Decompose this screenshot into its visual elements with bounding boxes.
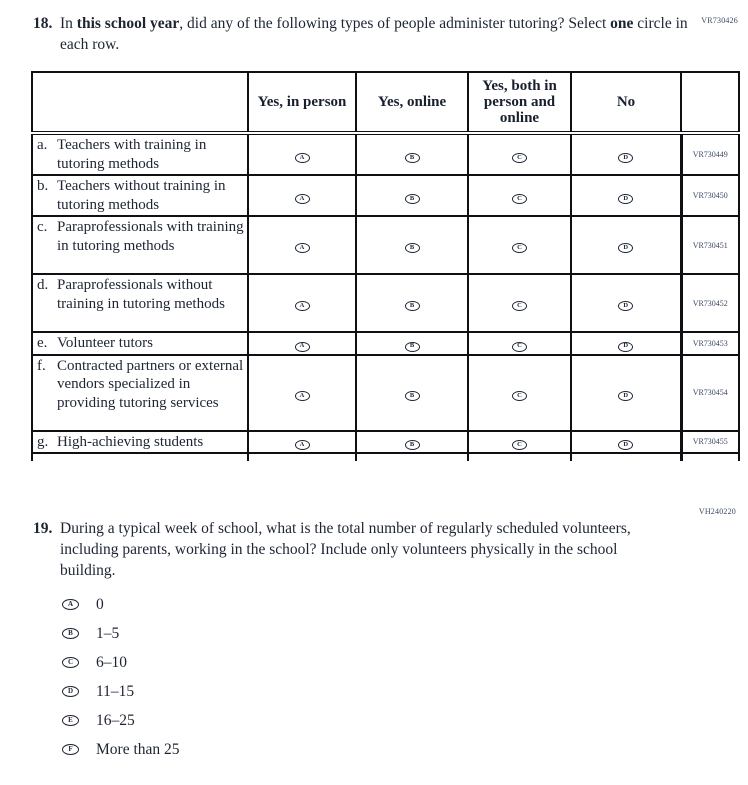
option-circle-6-10[interactable]: C bbox=[62, 657, 79, 668]
option-circle-no[interactable]: D bbox=[618, 153, 633, 163]
answer-cell bbox=[356, 355, 468, 431]
row-letter: e. bbox=[37, 335, 48, 351]
option-circle-more-than-25[interactable]: F bbox=[62, 744, 79, 755]
answer-cell bbox=[248, 175, 356, 216]
answer-cell bbox=[571, 431, 681, 454]
table-row bbox=[32, 133, 739, 175]
q18-response-table bbox=[31, 71, 740, 461]
row-label: High-achieving students bbox=[57, 433, 204, 450]
row-letter: a. bbox=[37, 137, 48, 153]
answer-cell bbox=[468, 355, 571, 431]
option-circle-no[interactable]: D bbox=[618, 440, 633, 450]
option-circle-yes-both[interactable]: C bbox=[512, 243, 527, 253]
option-circle-yes-in-person[interactable]: A bbox=[295, 342, 310, 352]
option-circle-yes-in-person[interactable]: A bbox=[295, 194, 310, 204]
question-18-bold-this-school-year: this school year bbox=[76, 15, 180, 32]
form-code-q19: VH240220 bbox=[698, 507, 736, 516]
option-label: 16–25 bbox=[96, 711, 135, 729]
answer-cell bbox=[356, 133, 468, 175]
header-cell-no: No bbox=[571, 72, 681, 133]
row-label: Paraprofessionals without training in tutoring methods bbox=[57, 277, 225, 312]
row-label: Teachers without training in tutoring methods bbox=[57, 178, 226, 213]
option-circle-11-15[interactable]: D bbox=[62, 686, 79, 697]
row-label-cell bbox=[32, 274, 248, 332]
answer-cell bbox=[571, 133, 681, 175]
answer-cell bbox=[356, 274, 468, 332]
option-row bbox=[62, 595, 748, 614]
option-row bbox=[62, 624, 748, 643]
option-circle-yes-online[interactable]: B bbox=[405, 342, 420, 352]
question-18-text-part: In bbox=[60, 15, 77, 32]
option-circle-yes-online[interactable]: B bbox=[405, 243, 420, 253]
table-row bbox=[32, 274, 739, 332]
answer-cell bbox=[468, 175, 571, 216]
answer-cell bbox=[468, 431, 571, 454]
question-18-bold-one: one bbox=[610, 15, 634, 32]
row-label-cell bbox=[32, 332, 248, 355]
option-circle-yes-both[interactable]: C bbox=[512, 153, 527, 163]
row-code: VR730455 bbox=[681, 431, 739, 454]
answer-cell bbox=[248, 216, 356, 274]
row-letter: g. bbox=[37, 433, 49, 450]
answer-cell bbox=[468, 274, 571, 332]
option-label: 6–10 bbox=[96, 653, 127, 671]
header-cell-yes-online: Yes, online bbox=[356, 72, 468, 133]
question-18-text-part: , did any of the following types of people administer tutoring? Select bbox=[179, 15, 611, 32]
option-circle-yes-online[interactable]: B bbox=[405, 301, 420, 311]
row-letter: c. bbox=[37, 219, 48, 235]
option-label: 1–5 bbox=[96, 624, 120, 642]
option-circle-yes-both[interactable]: C bbox=[512, 391, 527, 401]
row-label: Paraprofessionals with training in tutoring methods bbox=[57, 219, 244, 254]
answer-cell bbox=[356, 216, 468, 274]
option-circle-yes-online[interactable]: B bbox=[405, 194, 420, 204]
answer-cell bbox=[248, 431, 356, 454]
option-circle-yes-both[interactable]: C bbox=[512, 194, 527, 204]
header-cell-yes-in-person: Yes, in person bbox=[248, 72, 356, 133]
question-18-text bbox=[60, 13, 705, 55]
form-code-q18: VR730426 bbox=[701, 16, 738, 25]
table-continuation-stubs bbox=[32, 453, 739, 461]
row-label: Volunteer tutors bbox=[57, 335, 153, 351]
question-18-number: 18. bbox=[33, 15, 53, 32]
row-label-cell bbox=[32, 431, 248, 454]
option-circle-yes-both[interactable]: C bbox=[512, 440, 527, 450]
row-label-cell bbox=[32, 175, 248, 216]
table-header-row bbox=[32, 72, 739, 133]
option-label: 0 bbox=[96, 595, 104, 613]
answer-cell bbox=[571, 332, 681, 355]
option-row bbox=[62, 740, 748, 759]
row-code: VR730452 bbox=[681, 274, 739, 332]
row-code: VR730454 bbox=[681, 355, 739, 431]
header-cell-code-blank bbox=[681, 72, 739, 133]
row-letter: b. bbox=[37, 178, 49, 194]
header-cell-yes-both: Yes, both in person and online bbox=[468, 72, 571, 133]
option-circle-16-25[interactable]: E bbox=[62, 715, 79, 726]
option-circle-no[interactable]: D bbox=[618, 342, 633, 352]
option-circle-0[interactable]: A bbox=[62, 599, 79, 610]
table-row bbox=[32, 332, 739, 355]
option-circle-1-5[interactable]: B bbox=[62, 628, 79, 639]
row-label: Contracted partners or external vendors specialized in providing tutoring services bbox=[57, 357, 244, 411]
row-label-cell bbox=[32, 216, 248, 274]
answer-cell bbox=[356, 431, 468, 454]
option-circle-yes-both[interactable]: C bbox=[512, 342, 527, 352]
answer-cell bbox=[248, 274, 356, 332]
row-letter: f. bbox=[37, 357, 46, 374]
row-code: VR730449 bbox=[681, 133, 739, 175]
row-code: VR730451 bbox=[681, 216, 739, 274]
table-row bbox=[32, 216, 739, 274]
answer-cell bbox=[468, 216, 571, 274]
option-circle-yes-online[interactable]: B bbox=[405, 153, 420, 163]
answer-cell bbox=[571, 216, 681, 274]
row-label-cell bbox=[32, 355, 248, 431]
option-circle-yes-online[interactable]: B bbox=[405, 440, 420, 450]
option-circle-yes-both[interactable]: C bbox=[512, 301, 527, 311]
answer-cell bbox=[356, 175, 468, 216]
question-18-text-part: circle in each row. bbox=[60, 15, 688, 53]
table-row bbox=[32, 355, 739, 431]
question-19-number: 19. bbox=[33, 520, 53, 537]
question-19-options bbox=[62, 595, 748, 759]
option-circle-yes-in-person[interactable]: A bbox=[295, 301, 310, 311]
table-row bbox=[32, 175, 739, 216]
option-circle-no[interactable]: D bbox=[618, 391, 633, 401]
option-label: More than 25 bbox=[96, 740, 180, 758]
question-19-text: During a typical week of school, what is the total number of regularly scheduled volunteers, including parents, working in the school? Include only volunteers physically in the school building. bbox=[60, 520, 631, 579]
row-code: VR730450 bbox=[681, 175, 739, 216]
answer-cell bbox=[356, 332, 468, 355]
answer-cell bbox=[571, 175, 681, 216]
answer-cell bbox=[468, 133, 571, 175]
row-letter: d. bbox=[37, 277, 49, 293]
table-row bbox=[32, 431, 739, 454]
option-circle-yes-in-person[interactable]: A bbox=[295, 391, 310, 401]
answer-cell bbox=[468, 332, 571, 355]
option-circle-yes-online[interactable]: B bbox=[405, 391, 420, 401]
option-row bbox=[62, 653, 748, 672]
row-label-cell bbox=[32, 133, 248, 175]
option-row bbox=[62, 711, 748, 730]
option-row bbox=[62, 682, 748, 701]
answer-cell bbox=[248, 355, 356, 431]
option-circle-yes-in-person[interactable]: A bbox=[295, 243, 310, 253]
option-circle-yes-in-person[interactable]: A bbox=[295, 153, 310, 163]
question-19 bbox=[33, 518, 748, 581]
answer-cell bbox=[248, 332, 356, 355]
option-circle-yes-in-person[interactable]: A bbox=[295, 440, 310, 450]
row-code: VR730453 bbox=[681, 332, 739, 355]
answer-cell bbox=[571, 274, 681, 332]
question-18 bbox=[33, 13, 748, 55]
row-label: Teachers with training in tutoring methods bbox=[57, 137, 207, 172]
answer-cell bbox=[571, 355, 681, 431]
header-cell-blank bbox=[32, 72, 248, 133]
option-circle-no[interactable]: D bbox=[618, 194, 633, 204]
option-label: 11–15 bbox=[96, 682, 135, 700]
option-circle-no[interactable]: D bbox=[618, 243, 633, 253]
option-circle-no[interactable]: D bbox=[618, 301, 633, 311]
answer-cell bbox=[248, 133, 356, 175]
